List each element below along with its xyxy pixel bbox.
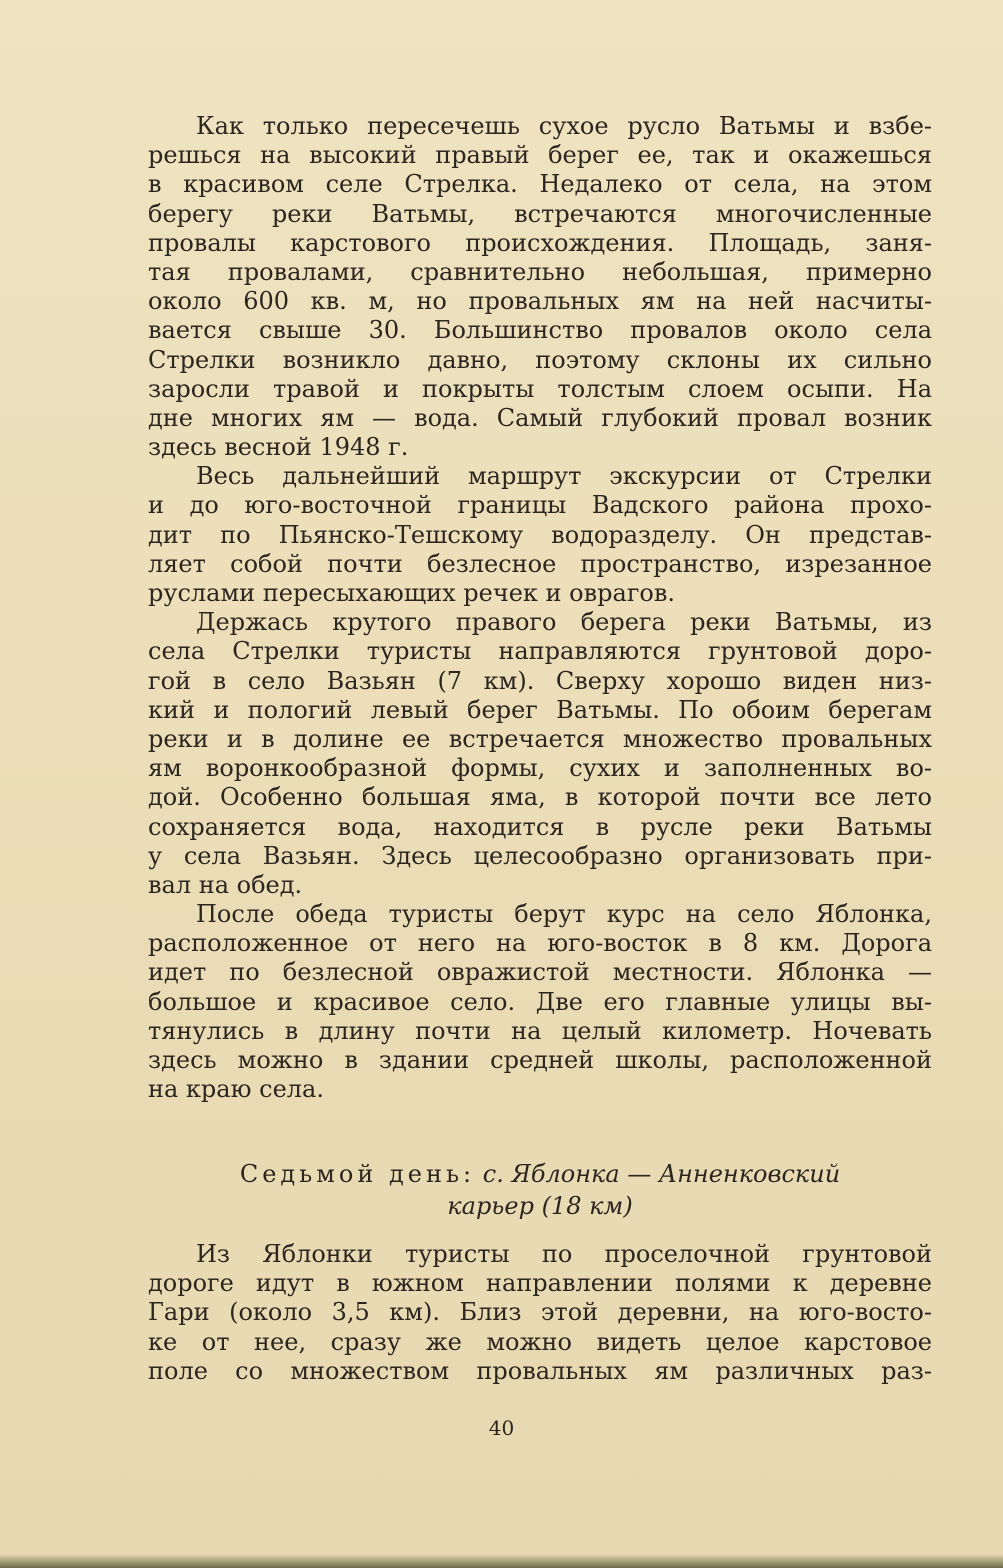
text-line: дой. Особенно большая яма, в которой почти все лето (148, 783, 932, 812)
text-line: ке от нее, сразу же можно видеть целое карстовое (148, 1327, 932, 1356)
text-line: Стрелки возникло давно, поэтому склоны их сильно (148, 345, 932, 374)
text-line: поле со множеством провальных ям различных раз- (148, 1356, 932, 1385)
heading-day-label: Седьмой день: (239, 1160, 476, 1188)
text-line: Гари (около 3,5 км). Близ этой деревни, на юго-восто- (148, 1298, 932, 1327)
text-line: Как только пересечешь сухое русло Ватьмы и взбе- (196, 112, 932, 140)
text-line: берегу реки Ватьмы, встречаются многочисленные (148, 199, 932, 228)
text-line: вал на обед. (148, 870, 303, 899)
text-line: дне многих ям — вода. Самый глубокий провал возник (148, 403, 932, 432)
heading-line-1 (148, 1158, 932, 1190)
text-line: расположенное от него на юго-восток в 8 км. Дорога (148, 929, 932, 958)
text-line: гой в село Вазьян (7 км). Сверху хорошо виден низ- (148, 666, 932, 695)
text-line: Из Яблонки туристы по проселочной грунтовой (196, 1240, 932, 1268)
text-line: провалы карстового происхождения. Площадь, заня- (148, 228, 932, 257)
text-line: на краю села. (148, 1075, 324, 1104)
text-line: дит по Пьянско-Тешскому водоразделу. Он представ- (148, 520, 932, 549)
text-line: вается свыше 30. Большинство провалов около села (148, 316, 932, 345)
body-text-top (148, 112, 932, 1104)
text-line: дороге идут в южном направлении полями к деревне (148, 1269, 932, 1298)
text-line: села Стрелки туристы направляются грунтовой доро- (148, 637, 932, 666)
text-line: около 600 кв. м, но провальных ям на ней насчиты- (148, 287, 932, 316)
text-line: у села Вазьян. Здесь целесообразно организовать при- (148, 841, 932, 870)
text-line: руслами пересыхающих речек и оврагов. (148, 579, 675, 607)
text-line: Весь дальнейший маршрут экскурсии от Стрелки (196, 462, 932, 491)
text-line: тянулись в длину почти на целый километр. Ночевать (148, 1016, 932, 1045)
heading-route-part-2: карьер (18 км) (447, 1192, 633, 1220)
section-heading (148, 1158, 932, 1222)
text-line: большое и красивое село. Две его главные улицы вы- (148, 987, 932, 1016)
text-line: кий и пологий левый берег Ватьмы. По обоим берегам (148, 695, 932, 724)
text-line: ляет собой почти безлесное пространство, изрезанное (148, 549, 932, 578)
text-line: ям воронкообразной формы, сухих и заполненных во- (148, 754, 932, 783)
text-line: и до юго-восточной границы Вадского района прохо- (148, 491, 932, 520)
text-line: сохраняется вода, находится в русле реки Ватьмы (148, 812, 932, 841)
page-number: 40 (488, 1416, 515, 1440)
text-line: здесь весной 1948 г. (148, 433, 409, 462)
heading-route-part-1: с. Яблонка — Анненковский (482, 1160, 841, 1188)
text-line: реки и в долине ее встречается множество провальных (148, 724, 932, 753)
text-line: тая провалами, сравнительно небольшая, примерно (148, 257, 932, 286)
page-bottom-edge (0, 1554, 1003, 1568)
text-line: здесь можно в здании средней школы, расположенной (148, 1046, 932, 1074)
text-line: После обеда туристы берут курс на село Яблонка, (196, 900, 932, 929)
text-line: заросли травой и покрыты толстым слоем осыпи. На (148, 374, 932, 403)
text-line: в красивом селе Стрелка. Недалеко от села, на этом (148, 170, 932, 199)
text-line: решься на высокий правый берег ее, так и окажешься (148, 141, 932, 170)
text-line: Держась крутого правого берега реки Ватьмы, из (196, 608, 932, 637)
text-line: идет по безлесной овражистой местности. Яблонка — (148, 958, 932, 987)
body-text-bottom (148, 1240, 932, 1386)
